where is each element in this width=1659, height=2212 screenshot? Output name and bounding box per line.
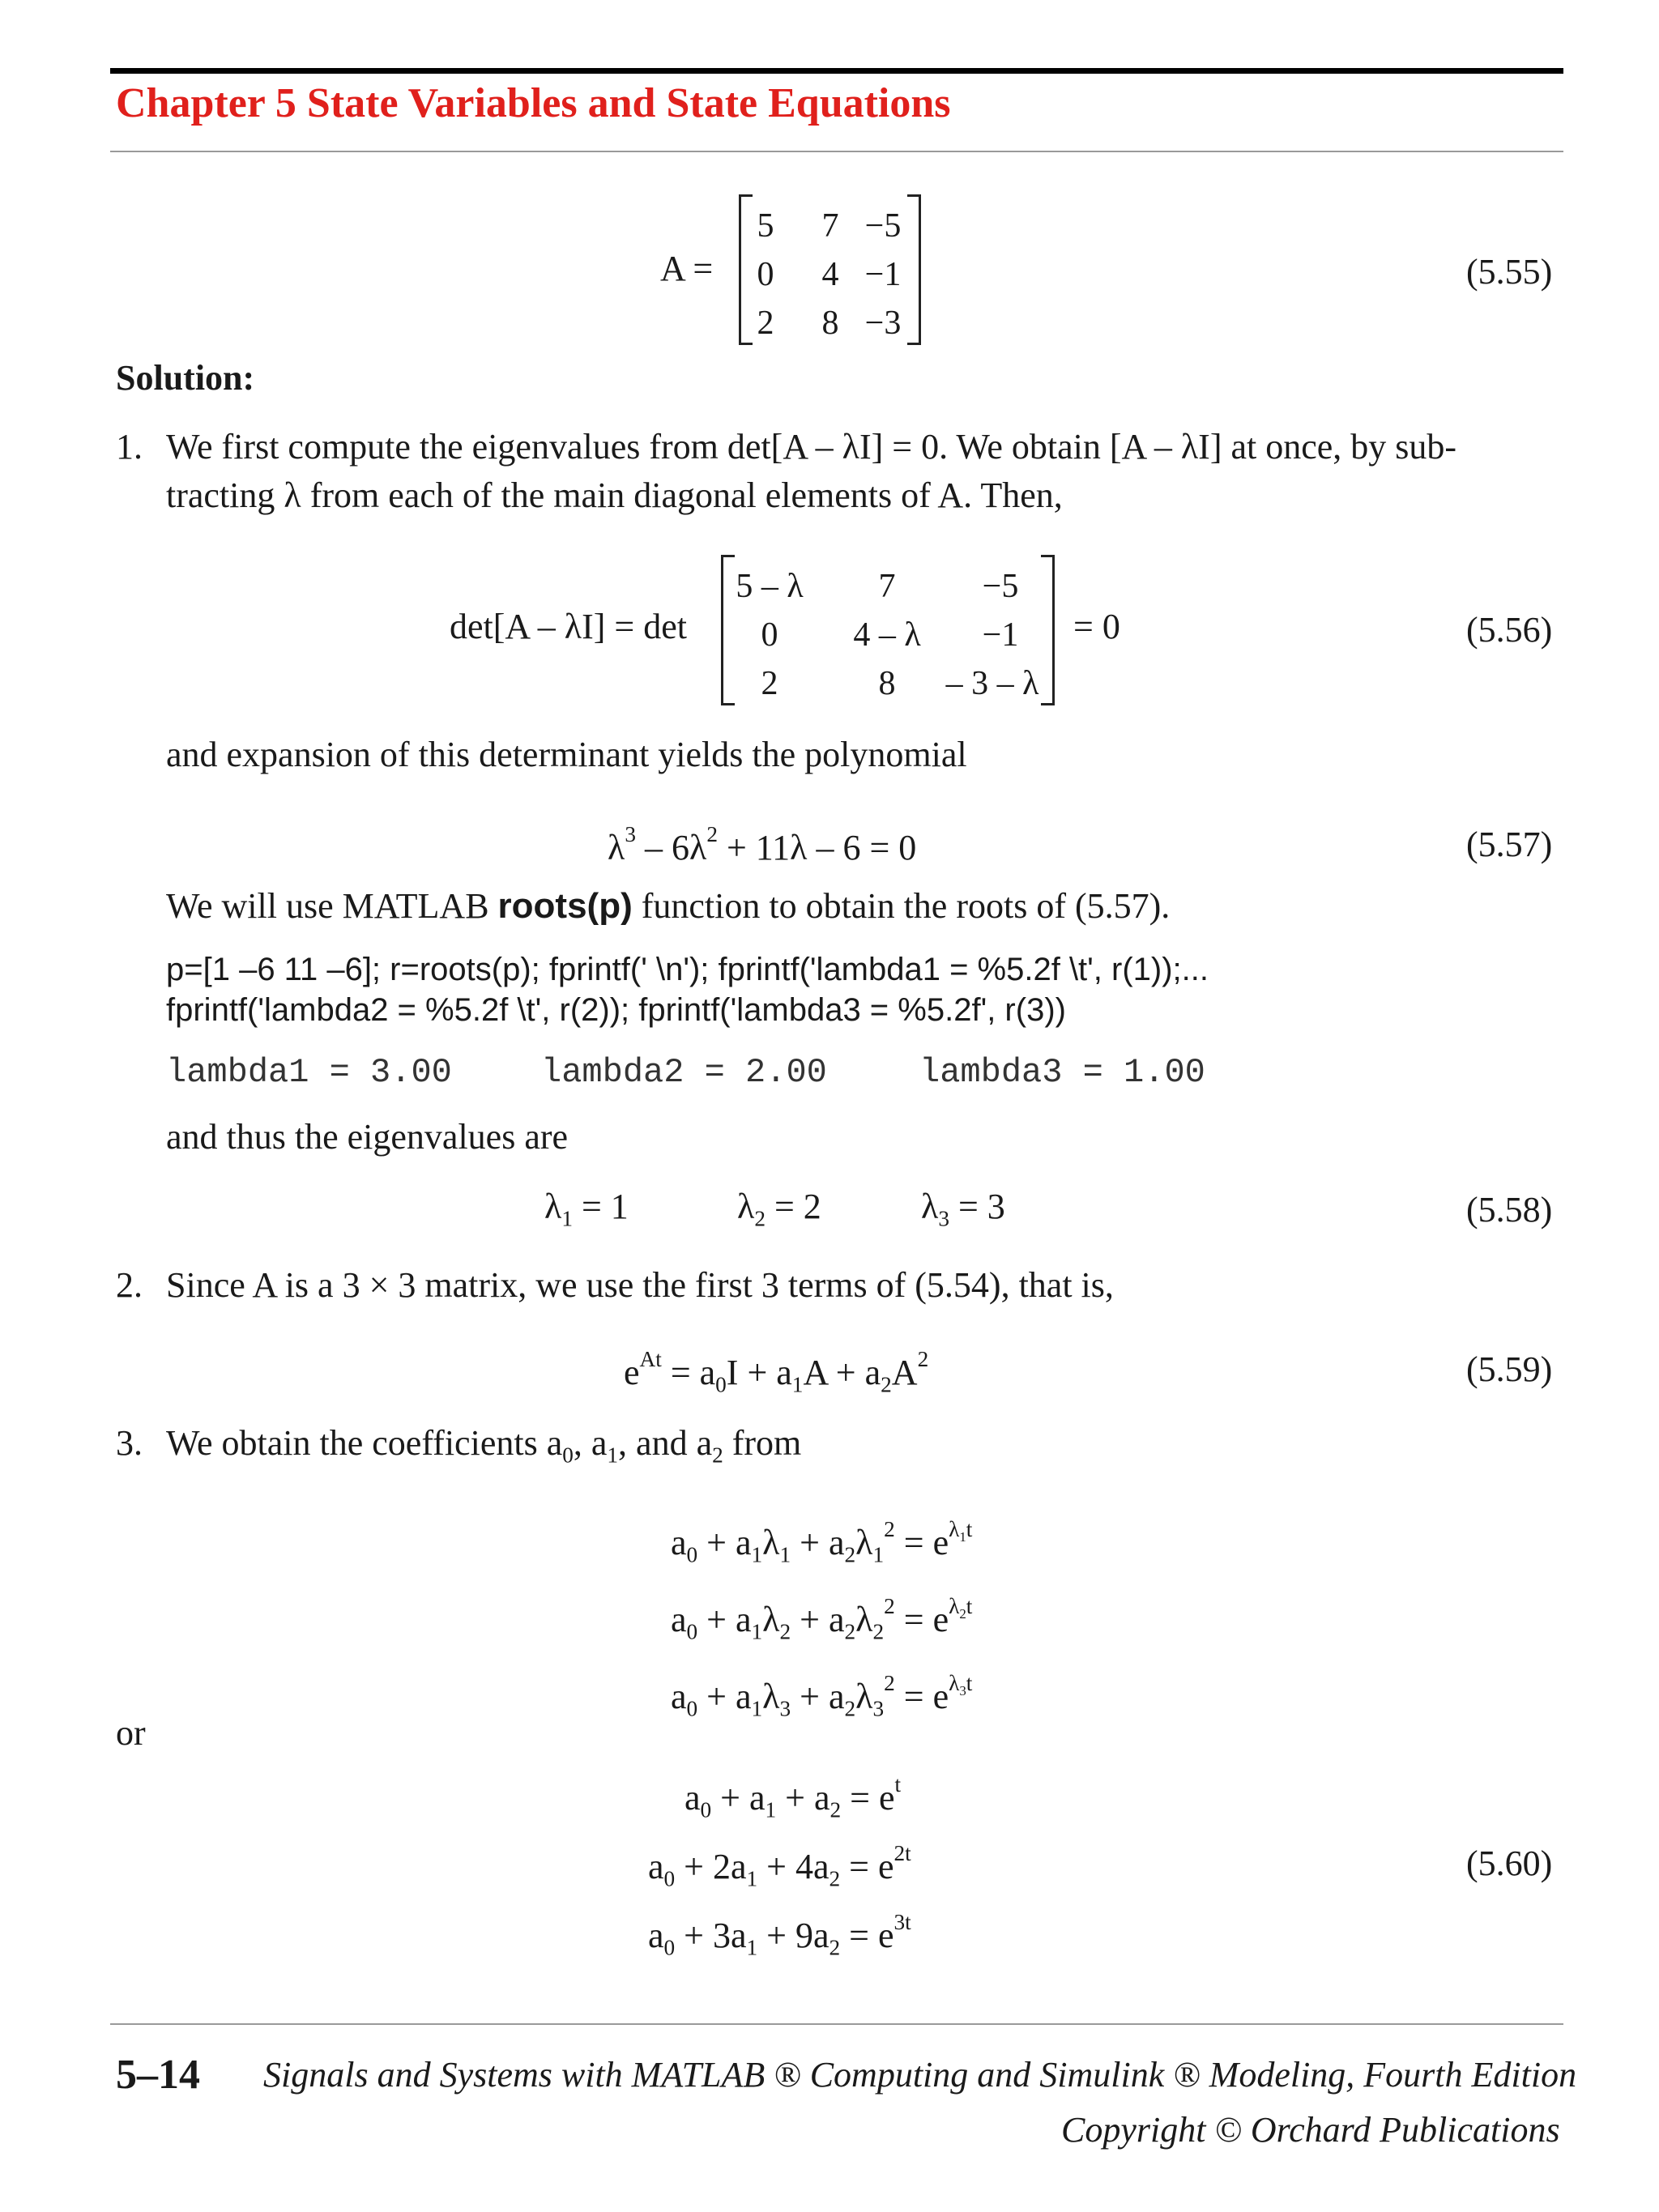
equation-number: (5.58): [1466, 1190, 1553, 1230]
matrix-cell: −1: [864, 256, 902, 293]
output-lambda1: lambda1 = 3.00: [166, 1053, 452, 1092]
matrix-cell: – 3 – λ: [945, 665, 1039, 702]
equation-number: (5.55): [1466, 252, 1553, 292]
matrix-cell: 4: [821, 256, 839, 293]
matrix-cell: 5 – λ: [736, 568, 804, 605]
matrix-cell: 2: [757, 305, 774, 342]
equation-number: (5.57): [1466, 825, 1553, 864]
text: from each of the main diagonal elements of: [301, 475, 938, 515]
math-inline: [A – λI]: [1109, 427, 1222, 467]
equation-number: (5.60): [1466, 1843, 1553, 1883]
book-title: Signals and Systems with MATLAB ® Computing and Simulink ® Modeling, Fourth Edition: [263, 2055, 1577, 2095]
matrix-cell: −5: [864, 207, 902, 245]
matrix-cell: −3: [864, 305, 902, 342]
equation-row: $a_0 + a_1 + a_2 = e^t$: [684, 1772, 902, 1822]
equation-number: (5.56): [1466, 610, 1553, 650]
step-number: 1.: [116, 427, 143, 467]
eq-lhs: A =: [660, 249, 714, 288]
equation-row: $a_0 + a_1\lambda_2 + a_2\lambda_2^2 = e^{\lambda_2t}$: [671, 1594, 973, 1644]
matlab-intro: [166, 886, 1171, 926]
text: tracting: [166, 475, 284, 515]
step1-line1: [166, 429, 1456, 465]
equation-5-59: $e^{At} = a_0I + a_1A + a_2A^2$: [624, 1347, 929, 1397]
header-rule: [110, 151, 1563, 152]
step1-line2: [166, 475, 1063, 515]
text: . We obtain: [939, 427, 1110, 467]
matrix-cell: 2: [761, 665, 778, 702]
step-number: 2.: [116, 1265, 143, 1305]
matrix-bracket-left: [721, 555, 735, 705]
text: matrix, we use the first: [416, 1265, 761, 1305]
math-inline: 3 × 3: [342, 1265, 416, 1305]
function-name: roots(p): [497, 886, 633, 926]
matrix-cell: 5: [757, 207, 774, 245]
matrix-cell: 0: [761, 616, 778, 654]
eigen-text: and thus the eigenvalues are: [166, 1117, 569, 1157]
equation-row: $a_0 + a_1\lambda_3 + a_2\lambda_3^2 = e^{\lambda_3t}$: [671, 1671, 973, 1721]
code-line-1: p=[1 –6 11 –6]; r=roots(p); fprintf(' \n'); fprintf('lambda1 = %5.2f \t', r(1));...: [166, 952, 1209, 987]
text: is a: [275, 1265, 343, 1305]
output-lambda3: lambda3 = 1.00: [919, 1053, 1205, 1092]
matrix-cell: 7: [821, 207, 839, 245]
text: Since: [166, 1265, 253, 1305]
math-inline: $a_0$, $a_1$: [546, 1423, 619, 1468]
eq-lhs: det[A – λI] = det: [450, 607, 687, 646]
copyright: Copyright © Orchard Publications: [1061, 2110, 1560, 2150]
text: . Then,: [963, 475, 1063, 515]
equation-row: $a_0 + 2a_1 + 4a_2 = e^{2t}$: [648, 1841, 911, 1891]
equation-row: $a_0 + 3a_1 + 9a_2 = e^{3t}$: [648, 1910, 911, 1960]
matrix-bracket-right: [907, 194, 921, 345]
chapter-title: Chapter 5 State Variables and State Equations: [116, 80, 951, 126]
text: function to obtain the roots of (5.57).: [632, 886, 1171, 926]
or-text: or: [116, 1713, 146, 1753]
text: , and: [618, 1423, 697, 1463]
math-inline: det[A – λI] = 0: [727, 427, 940, 467]
math-inline: 3: [761, 1265, 779, 1305]
matrix-cell: −5: [982, 568, 1019, 605]
text: We will use MATLAB: [166, 886, 498, 926]
page-number: 5–14: [116, 2052, 200, 2098]
matrix-cell: 4 – λ: [853, 616, 921, 654]
text: We first compute the eigenvalues from: [166, 427, 727, 467]
step2-text: [166, 1265, 1114, 1305]
matrix-cell: −1: [982, 616, 1019, 654]
matrix-cell: 8: [878, 665, 896, 702]
matrix-cell: 8: [821, 305, 839, 342]
text: at once, by sub-: [1222, 427, 1457, 467]
step-number: 3.: [116, 1423, 143, 1463]
matrix-cell: 7: [878, 568, 896, 605]
equation-5-57: $\lambda^3 - 6\lambda^2 + 11\lambda - 6 = 0$: [608, 822, 917, 867]
solution-heading: Solution:: [116, 358, 255, 398]
equation-5-58: $\lambda_3 = 3$: [921, 1187, 1005, 1231]
code-line-2: fprintf('lambda2 = %5.2f \t', r(2)); fprintf('lambda3 = %5.2f', r(3)): [166, 992, 1066, 1028]
top-rule: [110, 68, 1563, 74]
math-inline: A: [252, 1265, 276, 1305]
math-inline: $a_2$: [696, 1423, 723, 1468]
expansion-text: and expansion of this determinant yields the polynomial: [166, 735, 967, 774]
output-lambda2: lambda2 = 2.00: [541, 1053, 827, 1092]
matrix-cell: 0: [757, 256, 774, 293]
math-inline: λ: [284, 475, 301, 515]
equation-5-58: $\lambda_1 = 1$: [544, 1187, 629, 1231]
equation-row: $a_0 + a_1\lambda_1 + a_2\lambda_1^2 = e^{\lambda_1t}$: [671, 1517, 973, 1567]
text: We obtain the coefficients: [166, 1423, 547, 1463]
math-inline: A: [937, 475, 964, 515]
matrix-bracket-left: [739, 194, 753, 345]
text: from: [723, 1423, 802, 1463]
footer-rule: [110, 2023, 1563, 2025]
equation-5-58: $\lambda_2 = 2$: [737, 1187, 821, 1231]
equation-number: (5.59): [1466, 1349, 1553, 1389]
eq-rhs: = 0: [1073, 607, 1120, 646]
text: terms of (5.54), that is,: [778, 1265, 1114, 1305]
step3-text: [166, 1423, 802, 1468]
matrix-bracket-right: [1041, 555, 1055, 705]
